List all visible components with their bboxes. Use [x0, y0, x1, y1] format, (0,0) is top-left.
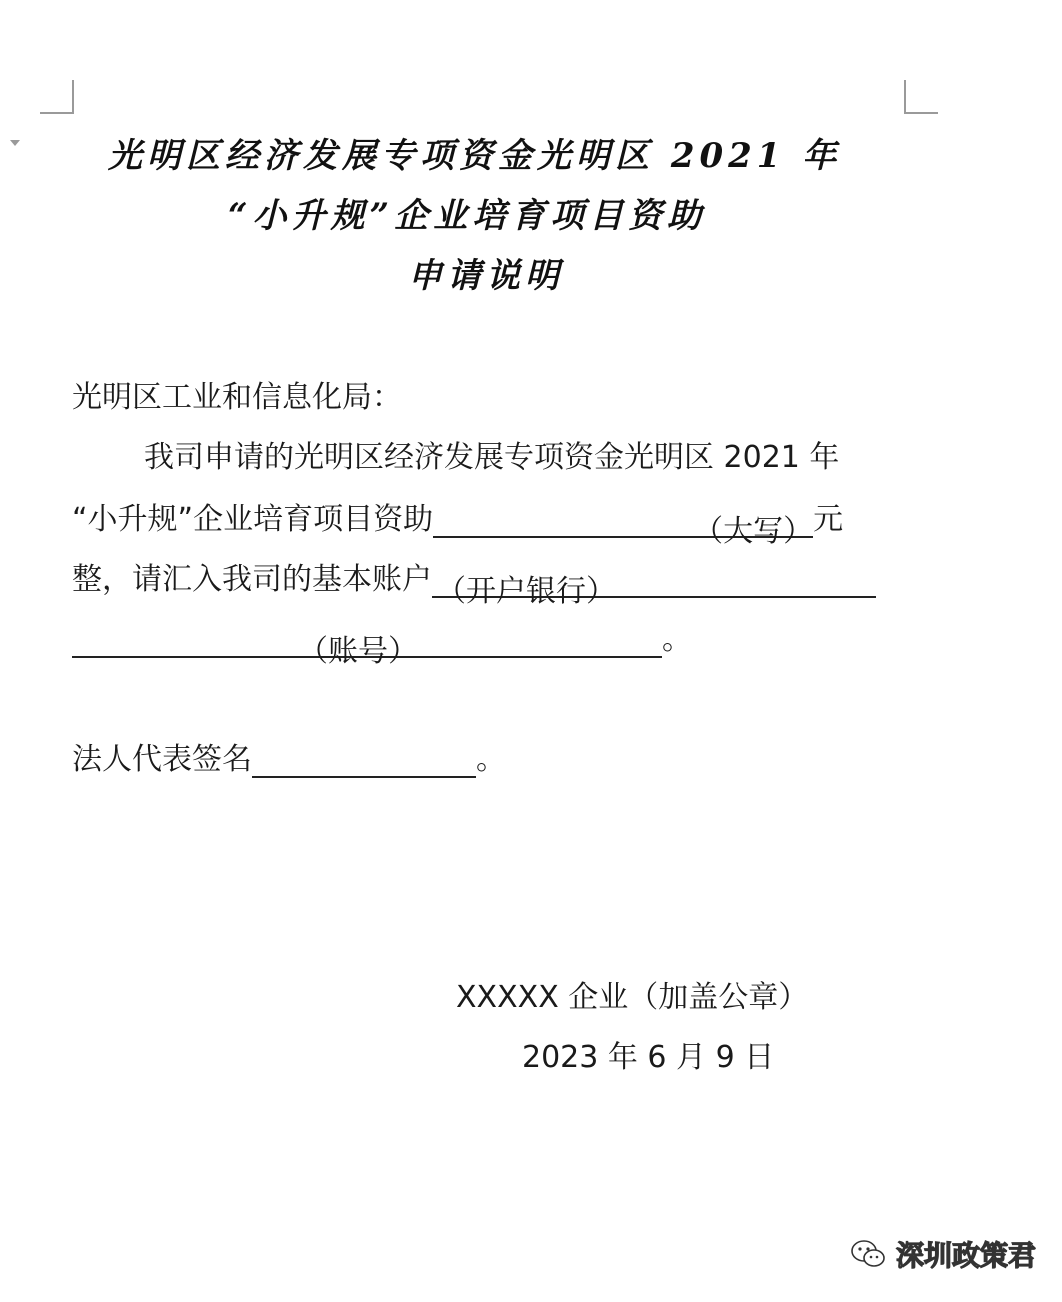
company-seal-line: XXXXX 企业（加盖公章）	[456, 980, 809, 1015]
signature-label: 法人代表签名	[72, 742, 252, 777]
amount-blank[interactable]	[433, 506, 814, 549]
crop-mark-top-left-h	[40, 112, 74, 114]
doc-title-line3: 申请说明	[408, 256, 564, 296]
signature-blank[interactable]	[252, 746, 476, 778]
signature-line	[72, 734, 506, 778]
wechat-icon	[850, 1238, 886, 1270]
account-blank[interactable]	[72, 626, 662, 669]
account-hint: （账号）	[298, 634, 418, 669]
watermark-text: 深圳政策君	[896, 1239, 1037, 1272]
crop-mark-top-right-h	[904, 112, 938, 114]
amount-unit: 元	[813, 502, 844, 537]
paragraph-line1: 我司申请的光明区经济发展专项资金光明区 2021 年	[144, 440, 840, 475]
date-line: 2023 年 6 月 9 日	[522, 1040, 775, 1075]
account-end: 。	[662, 622, 692, 657]
doc-title-line2: “小升规”企业培育项目资助	[228, 196, 707, 236]
paragraph-line3	[72, 554, 876, 609]
bank-blank[interactable]	[432, 566, 876, 609]
paragraph-line4	[72, 614, 692, 669]
paragraph-line2-text: “小升规”企业培育项目资助	[72, 502, 434, 537]
addressee: 光明区工业和信息化局：	[72, 380, 402, 415]
signature-end: 。	[476, 742, 506, 777]
crop-mark-top-left-v	[72, 80, 74, 114]
paragraph-line3-text: 整，请汇入我司的基本账户	[72, 562, 432, 597]
doc-title-line1: 光明区经济发展专项资金光明区 2021 年	[108, 136, 842, 176]
watermark	[850, 1234, 1036, 1274]
crop-mark-top-right-v	[904, 80, 906, 114]
paragraph-line2	[72, 494, 844, 549]
amount-hint: （大写）	[693, 514, 814, 549]
margin-arrow-icon	[10, 140, 20, 146]
bank-hint: （开户银行）	[436, 574, 616, 609]
